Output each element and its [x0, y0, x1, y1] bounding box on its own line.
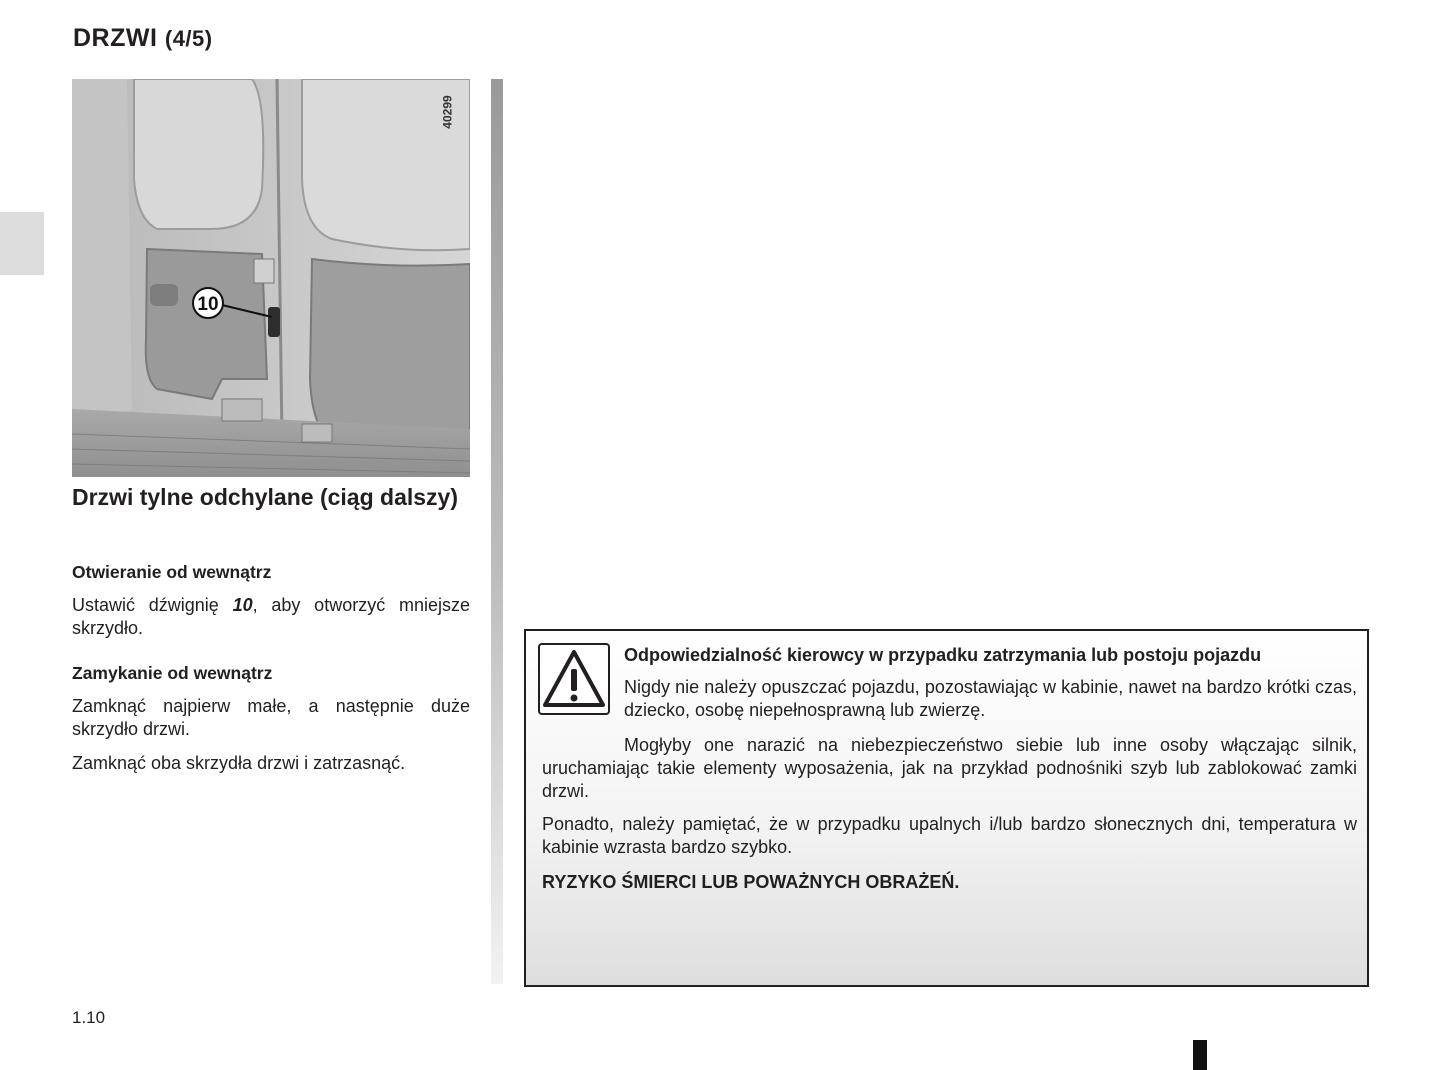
warning-paragraph-3: Ponadto, należy pamiętać, że w przypadku upalnych i/lub bardzo słonecznych dni, temperatura w kabinie wzrasta bardzo szybko.: [542, 814, 1357, 857]
closing-text-1: Zamknąć najpierw małe, a następnie duże skrzydło drzwi.: [72, 696, 470, 739]
section-heading: Drzwi tylne odchylane (ciąg dalszy): [72, 484, 458, 510]
warning-title: Odpowiedzialność kierowcy w przypadku zatrzymania lub postoju pojazdu: [624, 645, 1262, 665]
figure-code-text: 40299: [441, 95, 455, 129]
page-title-part: (4/5): [164, 26, 213, 51]
closing-text-2: Zamknąć oba skrzydła drzwi i zatrzasnąć.: [72, 753, 406, 773]
warning-paragraph-2: [542, 734, 1357, 803]
page-number: 1.10: [72, 1008, 106, 1027]
warning-box: [524, 629, 1369, 987]
warning-paragraph-1: Nigdy nie należy opuszczać pojazdu, pozostawiając w kabinie, nawet na bardzo krótki czas, dziecko, osobę niepełnosprawną lub zwierzę.: [624, 677, 1357, 720]
figure-code: [432, 88, 464, 136]
closing-heading: Zamykanie od wewnątrz: [72, 663, 273, 683]
door-illustration: [72, 79, 470, 477]
opening-heading: Otwieranie od wewnątrz: [72, 562, 272, 582]
page-title: [73, 24, 213, 53]
callout-label: 10: [197, 294, 219, 315]
opening-text-end: , aby otworzyć mniejsze skrzydło.: [72, 595, 470, 638]
warning-paragraph-2-text: Mogłyby one narazić na niebezpieczeństwo siebie lub inne osoby włączając silnik, uruchamiając takie elementy wyposażenia, jak na przykład podnośniki szyb lub zablokować zamki drzwi.: [542, 735, 1357, 801]
column-divider: [491, 79, 503, 984]
chapter-tab: [0, 212, 44, 275]
warning-emphasis: RYZYKO ŚMIERCI LUB POWAŻNYCH OBRAŻEŃ.: [542, 872, 960, 892]
opening-text: [72, 594, 470, 640]
lever-reference: 10: [232, 595, 253, 615]
page-end-mark: [1193, 1040, 1207, 1070]
page-title-main: DRZWI: [73, 24, 158, 52]
door-illustration-drawing: [72, 79, 470, 477]
opening-text-start: Ustawić dźwignię: [72, 595, 233, 615]
warning-triangle-icon: [538, 643, 610, 715]
